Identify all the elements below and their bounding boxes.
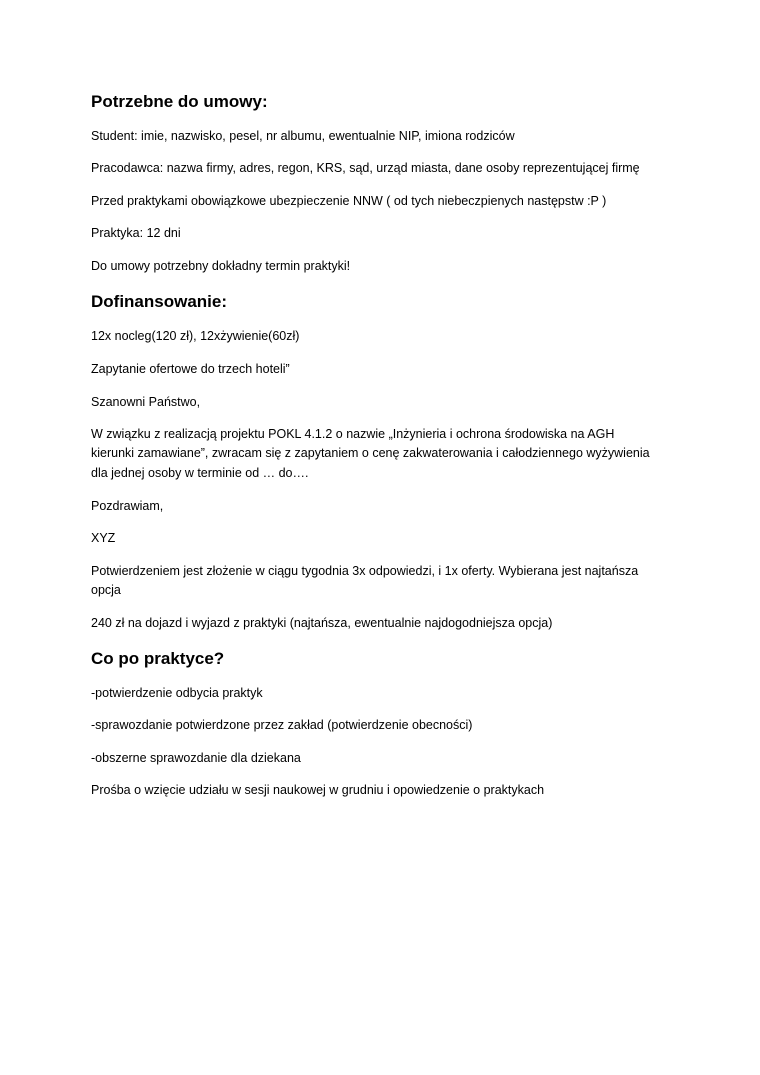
line-student: Student: imie, nazwisko, pesel, nr albumu, ewentualnie NIP, imiona rodziców: [91, 129, 515, 143]
line-prosba: Prośba o wzięcie udziału w sesji naukowej w grudniu i opowiedzenie o praktykach: [91, 783, 545, 797]
line-termin: Do umowy potrzebny dokładny termin praktyki!: [91, 259, 351, 273]
confirmation-line: Potwierdzeniem jest złożenie w ciągu tygodnia 3x odpowiedzi, i 1x oferty. Wybierana jest najtańsza: [91, 564, 639, 578]
heading-po-praktyce: Co po praktyce?: [91, 649, 225, 668]
line-pracodawca: Pracodawca: nazwa firmy, adres, regon, KRS, sąd, urząd miasta, dane osoby reprezentującej firmę: [91, 161, 640, 175]
letter-body-line: dla jednej osoby w terminie od … do….: [91, 466, 309, 480]
line-ubezpieczenie: Przed praktykami obowiązkowe ubezpieczenie NNW ( od tych niebeczpienych następstw :P ): [91, 194, 607, 208]
line-praktyka-dni: Praktyka: 12 dni: [91, 226, 181, 240]
line-signature: XYZ: [91, 531, 116, 545]
line-nocleg: 12x nocleg(120 zł), 12xżywienie(60zł): [91, 329, 300, 343]
line-greeting: Szanowni Państwo,: [91, 395, 201, 409]
letter-body-line: W związku z realizacją projektu POKL 4.1.2 o nazwie „Inżynieria i ochrona środowiska na AGH: [91, 427, 615, 441]
line-zapytanie: Zapytanie ofertowe do trzech hoteli”: [91, 362, 290, 376]
list-item: -sprawozdanie potwierdzone przez zakład (potwierdzenie obecności): [91, 718, 473, 732]
heading-dofinansowanie: Dofinansowanie:: [91, 292, 228, 311]
letter-body-line: kierunki zamawiane”, zwracam się z zapytaniem o cenę zakwaterowania i całodziennego wyżywienia: [91, 446, 650, 460]
line-dojazd: 240 zł na dojazd i wyjazd z praktyki (najtańsza, ewentualnie najdogodniejsza opcja): [91, 616, 553, 630]
heading-umowa: Potrzebne do umowy:: [91, 92, 268, 111]
line-closing: Pozdrawiam,: [91, 499, 164, 513]
confirmation-line: opcja: [91, 583, 121, 597]
list-item: -obszerne sprawozdanie dla dziekana: [91, 751, 301, 765]
list-item: -potwierdzenie odbycia praktyk: [91, 686, 263, 700]
